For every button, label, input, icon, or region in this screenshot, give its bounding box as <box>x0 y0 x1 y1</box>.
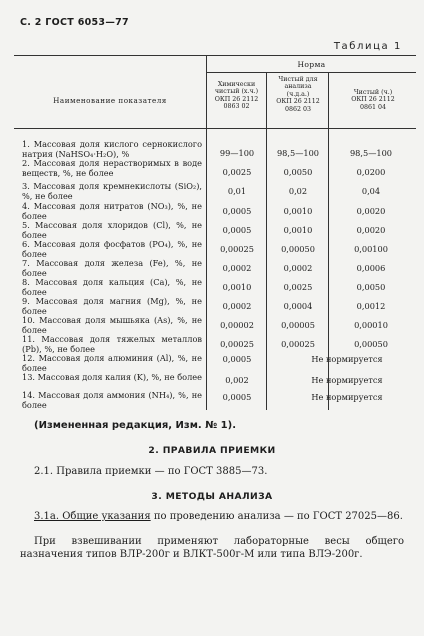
value-analytical: 0,00050 <box>281 244 315 254</box>
acceptance-paragraph: 2.1. Правила приемки — по ГОСТ 3885—73. <box>34 466 268 477</box>
grade-line: Чистый (ч.) <box>353 89 393 96</box>
row-label: 12. Массовая доля алюминия (Al), %, не более <box>22 353 202 373</box>
value-pure: 0,0200 <box>356 167 386 177</box>
row-label: 11. Массовая доля тяжелых металлов (Pb), %, не более <box>22 334 202 354</box>
value-analytical: 0,0010 <box>283 225 313 235</box>
value-analytical: 0,00005 <box>281 320 315 330</box>
value-pure: 0,0050 <box>356 282 386 292</box>
row-label: 5. Массовая доля хлоридов (Cl), %, не более <box>22 220 202 240</box>
value-chemically-pure: 0,0005 <box>222 392 252 402</box>
value-pure: 0,00100 <box>354 244 388 254</box>
value-analytical: 0,0025 <box>283 282 313 292</box>
value-chemically-pure: 0,00002 <box>220 320 254 330</box>
methods-paragraph-1 <box>20 511 404 524</box>
grade-line: 0861 04 <box>359 103 387 111</box>
grade-header-pure <box>330 89 416 111</box>
value-chemically-pure: 0,01 <box>227 186 247 196</box>
row-label: 7. Массовая доля железа (Fe), %, не более <box>22 258 202 278</box>
row-label: 10. Массовая доля мышьяка (As), %, не более <box>22 315 202 335</box>
row-label: 13. Массовая доля калия (K), %, не более <box>22 372 202 382</box>
norma-rule <box>207 72 416 73</box>
value-not-normalized: Не нормируется <box>311 375 383 385</box>
value-chemically-pure: 0,00025 <box>220 244 254 254</box>
grade-header-chemically-pure <box>207 81 266 111</box>
value-pure: 0,00010 <box>354 320 388 330</box>
value-pure: 0,00050 <box>354 339 388 349</box>
grade-line: чистый (х.ч.) <box>214 88 259 96</box>
grade-line: Чистый для <box>278 76 318 83</box>
paragraph-lead: 3.1а. Общие указания <box>34 511 151 522</box>
row-label: 2. Массовая доля нерастворимых в воде веществ, %, не более <box>22 158 202 178</box>
value-chemically-pure: 0,002 <box>225 375 249 385</box>
grade-line: анализа <box>284 83 312 91</box>
value-analytical: 0,00025 <box>281 339 315 349</box>
norma-header: Норма <box>297 60 326 69</box>
grade-line: 0862 03 <box>284 105 312 113</box>
grade-header-analytical <box>268 76 328 113</box>
value-pure: 0,0006 <box>356 263 386 273</box>
row-label: 8. Массовая доля кальция (Ca), %, не более <box>22 277 202 297</box>
section-title-acceptance: 2. ПРАВИЛА ПРИЕМКИ <box>148 445 276 456</box>
value-pure: 0,04 <box>361 186 381 196</box>
value-analytical: 0,0050 <box>283 167 313 177</box>
value-chemically-pure: 0,0002 <box>222 263 252 273</box>
value-analytical: 98,5—100 <box>276 148 320 158</box>
value-not-normalized: Не нормируется <box>311 392 383 402</box>
methods-paragraph-2: При взвешивании применяют лабораторные весы общего назначения типов ВЛР-200г и ВЛКТ-500г-М или типа ВЛЭ-200г. <box>20 536 404 560</box>
page-reference: С. 2 ГОСТ 6053—77 <box>20 17 129 28</box>
value-pure: 0,0020 <box>356 225 386 235</box>
value-not-normalized: Не нормируется <box>311 354 383 364</box>
grade-line: ОКП 26 2112 <box>214 95 259 103</box>
value-chemically-pure: 99—100 <box>219 148 255 158</box>
row-label: 6. Массовая доля фосфатов (PO₄), %, не более <box>22 239 202 259</box>
section-title-methods: 3. МЕТОДЫ АНАЛИЗА <box>151 491 273 502</box>
grade-line: Химически <box>217 81 256 88</box>
value-chemically-pure: 0,0005 <box>222 206 252 216</box>
row-label: 4. Массовая доля нитратов (NO₃), %, не более <box>22 201 202 221</box>
column-header-name: Наименование показателя <box>53 96 167 105</box>
row-label: 9. Массовая доля магния (Mg), %, не более <box>22 296 202 316</box>
value-analytical: 0,0010 <box>283 206 313 216</box>
value-chemically-pure: 0,0005 <box>222 225 252 235</box>
value-pure: 98,5—100 <box>349 148 393 158</box>
value-chemically-pure: 0,00025 <box>220 339 254 349</box>
grade-line: ОКП 26 2112 <box>276 98 320 106</box>
row-label: 14. Массовая доля аммония (NH₄), %, не более <box>22 390 202 410</box>
value-pure: 0,0020 <box>356 206 386 216</box>
value-analytical: 0,0002 <box>283 263 313 273</box>
grade-line: 0863 02 <box>223 103 250 111</box>
edit-note: (Измененная редакция, Изм. № 1). <box>34 420 237 431</box>
value-chemically-pure: 0,0025 <box>222 167 252 177</box>
row-label: 3. Массовая доля кремнекислоты (SiO₂), %, не более <box>22 181 202 201</box>
value-chemically-pure: 0,0002 <box>222 301 252 311</box>
value-chemically-pure: 0,0010 <box>222 282 252 292</box>
value-chemically-pure: 0,0005 <box>222 354 252 364</box>
grade-line: (ч.д.а.) <box>286 90 310 98</box>
header-bottom-rule <box>14 128 416 129</box>
table-label: Таблица 1 <box>333 41 402 52</box>
value-analytical: 0,02 <box>288 186 308 196</box>
value-analytical: 0,0004 <box>283 301 313 311</box>
grade-line: ОКП 26 2112 <box>351 96 395 104</box>
paragraph-text: по проведению анализа — по ГОСТ 27025—86. <box>150 511 403 522</box>
value-pure: 0,0012 <box>356 301 386 311</box>
table-top-rule <box>14 55 416 56</box>
row-label: 1. Массовая доля кислого сернокислого натрия (NaHSO₄·H₂O), % <box>22 139 202 159</box>
